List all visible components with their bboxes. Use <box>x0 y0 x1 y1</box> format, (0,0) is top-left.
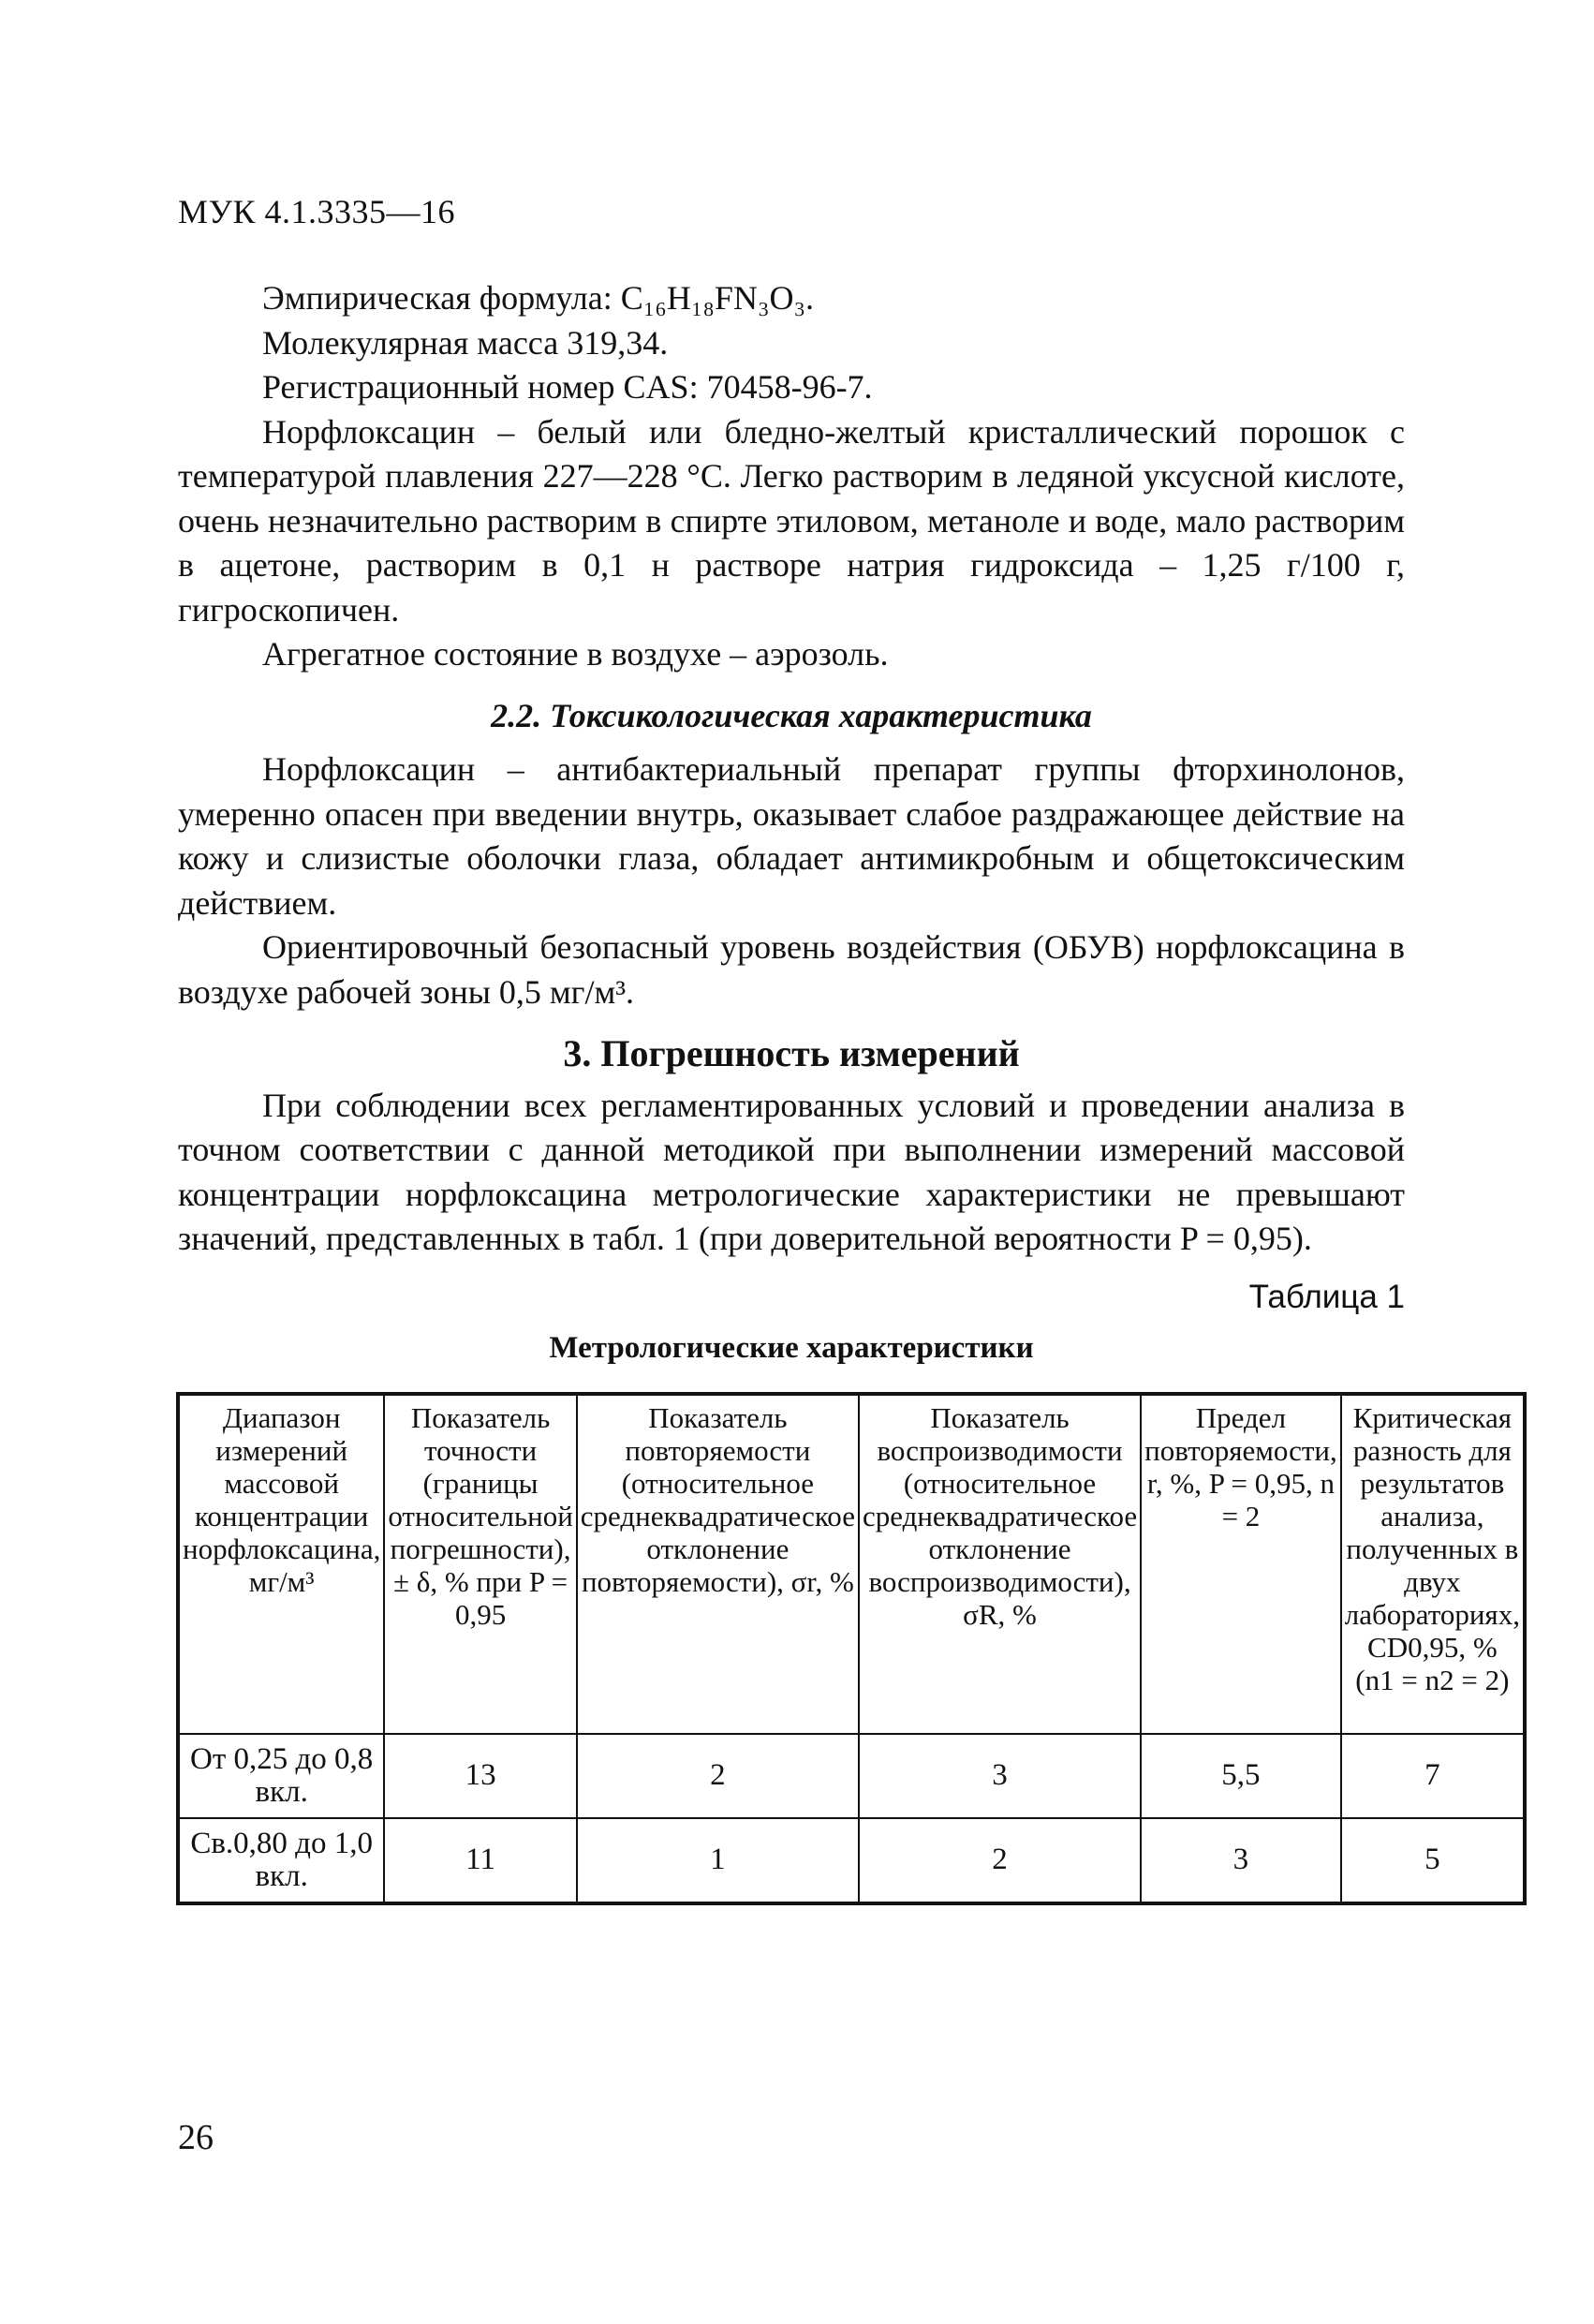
cell-repeat-limit: 3 <box>1141 1818 1341 1903</box>
header-accuracy: Показатель точности (границы относительной погрешности), ± δ, % при P = 0,95 <box>384 1394 576 1734</box>
cell-repeatability: 1 <box>577 1818 859 1903</box>
cell-repeatability: 2 <box>577 1734 859 1818</box>
header-repeatability: Показатель повторяемости (относительное среднеквадратическое отклонение повторяемости), σr, % <box>577 1394 859 1734</box>
metrology-table <box>176 1392 1527 1905</box>
cell-reproducibility: 2 <box>859 1818 1141 1903</box>
cell-critical-difference: 7 <box>1341 1734 1525 1818</box>
mass-line: Молекулярная масса 319,34. <box>262 323 669 362</box>
cell-accuracy: 11 <box>384 1818 576 1903</box>
cell-accuracy: 13 <box>384 1734 576 1818</box>
section3-heading: 3. Погрешность измерений <box>563 1032 1020 1074</box>
table-title: Метрологические характеристики <box>549 1331 1034 1365</box>
header-range: Диапазон измерений массовой концентрации норфлоксацина, мг/м³ <box>178 1394 384 1734</box>
header-critical-difference: Критическая разность для результатов анализа, полученных в двух лабораториях, CD0,95, % (n1 = n2 = 2) <box>1341 1394 1525 1734</box>
section3-paragraph: При соблюдении всех регламентированных условий и проведении анализа в точном соответствии с данной методикой при выполнении измерений массовой концентрации норфлоксацина метрологические характеристики не превышают значений, представленных в табл. 1 (при доверительной вероятности P = 0,95). <box>178 1086 1405 1257</box>
table-label: Таблица 1 <box>1248 1278 1405 1315</box>
cell-critical-difference: 5 <box>1341 1818 1525 1903</box>
page-number: 26 <box>178 2118 214 2157</box>
tox-paragraph-2: Ориентировочный безопасный уровень воздействия (ОБУВ) норфлоксацина в воздухе рабочей зоны 0,5 мг/м³. <box>178 928 1405 1011</box>
cell-repeat-limit: 5,5 <box>1141 1734 1341 1818</box>
header-repeat-limit: Предел повторяемости, r, %, P = 0,95, n = 2 <box>1141 1394 1341 1734</box>
formula-line: Эмпирическая формула: C₁₆H₁₈FN₃O₃. <box>262 279 815 317</box>
page-body <box>178 276 1520 1905</box>
table-header-row <box>178 1394 1525 1734</box>
document-code: МУК 4.1.3335—16 <box>178 193 456 230</box>
cell-range: Св.0,80 до 1,0 вкл. <box>178 1818 384 1903</box>
table-row <box>178 1818 1525 1903</box>
cell-range: От 0,25 до 0,8 вкл. <box>178 1734 384 1818</box>
state-line: Агрегатное состояние в воздухе – аэрозоль. <box>262 635 889 673</box>
cas-line: Регистрационный номер CAS: 70458-96-7. <box>262 368 873 406</box>
description-paragraph: Норфлоксацин – белый или бледно-желтый кристаллический порошок с температурой плавления 227—228 °С. Легко растворим в ледяной уксусной кислоте, очень незначительно растворим в спирте этиловом, метаноле и воде, мало растворим в ацетоне, растворим в 0,1 н растворе натрия гидроксида – 1,25 г/100 г, гигроскопичен. <box>178 412 1405 629</box>
tox-heading: 2.2. Токсикологическая характеристика <box>491 696 1092 734</box>
table-row <box>178 1734 1525 1818</box>
cell-reproducibility: 3 <box>859 1734 1141 1818</box>
tox-paragraph-1: Норфлоксацин – антибактериальный препарат группы фторхинолонов, умеренно опасен при введении внутрь, оказывает слабое раздражающее действие на кожу и слизистые оболочки глаза, обладает антимикробным и общетоксическим действием. <box>178 750 1405 922</box>
header-reproducibility: Показатель воспроизводимости (относительное среднеквадратическое отклонение воспроизводимости), σR, % <box>859 1394 1141 1734</box>
